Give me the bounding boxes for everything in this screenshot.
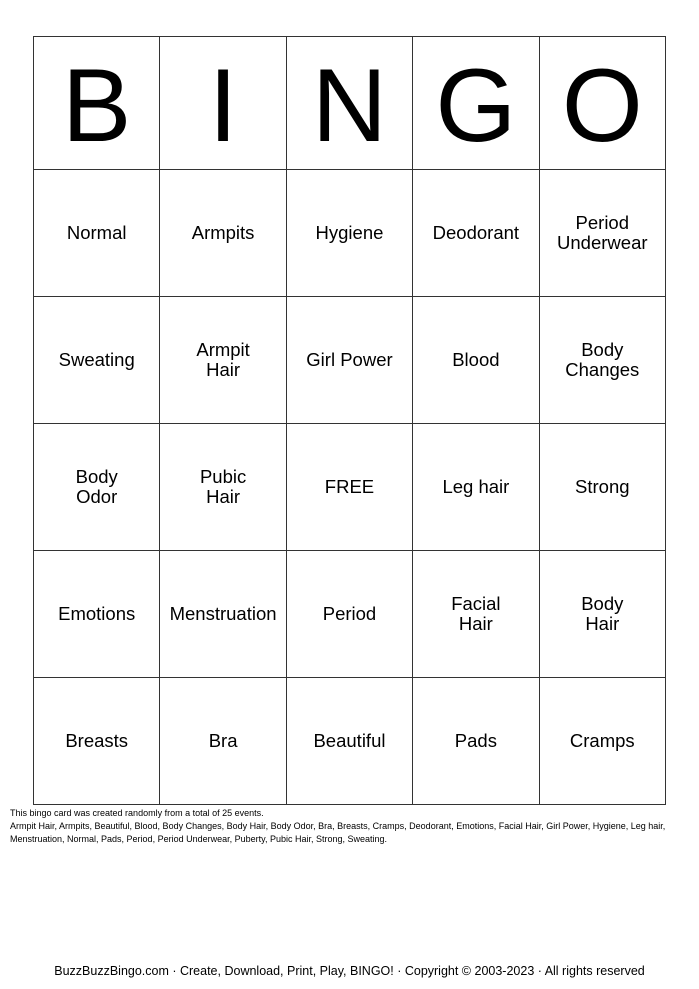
bingo-cell: Pads [413, 678, 539, 805]
card-description [10, 807, 682, 846]
bingo-cell: Deodorant [413, 170, 539, 297]
card-description-summary: This bingo card was created randomly from a total of 25 events. [10, 808, 264, 818]
header-letter-i: I [160, 37, 286, 170]
page-footer: BuzzBuzzBingo.com · Create, Download, Print, Play, BINGO! · Copyright © 2003-2023 · All rights reserved [54, 964, 645, 978]
bingo-cell: Facial Hair [413, 551, 539, 678]
bingo-row [34, 170, 666, 297]
bingo-cell: Girl Power [286, 297, 412, 424]
bingo-cell: Breasts [34, 678, 160, 805]
bingo-cell: Pubic Hair [160, 424, 286, 551]
bingo-free-cell: FREE [286, 424, 412, 551]
bingo-cell: Sweating [34, 297, 160, 424]
bingo-cell: Bra [160, 678, 286, 805]
bingo-row [34, 297, 666, 424]
bingo-header-row [34, 37, 666, 170]
header-letter-g: G [413, 37, 539, 170]
bingo-cell: Strong [539, 424, 665, 551]
bingo-cell: Armpits [160, 170, 286, 297]
bingo-row [34, 424, 666, 551]
bingo-cell: Body Changes [539, 297, 665, 424]
bingo-cell: Armpit Hair [160, 297, 286, 424]
bingo-cell: Menstruation [160, 551, 286, 678]
header-letter-o: O [539, 37, 665, 170]
bingo-cell: Hygiene [286, 170, 412, 297]
bingo-cell: Beautiful [286, 678, 412, 805]
bingo-cell: Blood [413, 297, 539, 424]
bingo-cell: Leg hair [413, 424, 539, 551]
bingo-row [34, 678, 666, 805]
card-description-event-list: Armpit Hair, Armpits, Beautiful, Blood, Body Changes, Body Hair, Body Odor, Bra, Breasts, Cramps, Deodorant, Emotions, Facial Hair, Girl Power, Hygiene, Leg hair, Menstruation, Normal, Pads, Period, Period Underwear, Puberty, Pubic Hair, Strong, Sweating. [10, 821, 666, 844]
bingo-cell: Period Underwear [539, 170, 665, 297]
bingo-cell: Period [286, 551, 412, 678]
bingo-row [34, 551, 666, 678]
bingo-cell: Cramps [539, 678, 665, 805]
header-letter-n: N [286, 37, 412, 170]
bingo-cell: Normal [34, 170, 160, 297]
bingo-cell: Emotions [34, 551, 160, 678]
bingo-card [33, 36, 666, 805]
header-letter-b: B [34, 37, 160, 170]
bingo-cell: Body Odor [34, 424, 160, 551]
bingo-cell: Body Hair [539, 551, 665, 678]
